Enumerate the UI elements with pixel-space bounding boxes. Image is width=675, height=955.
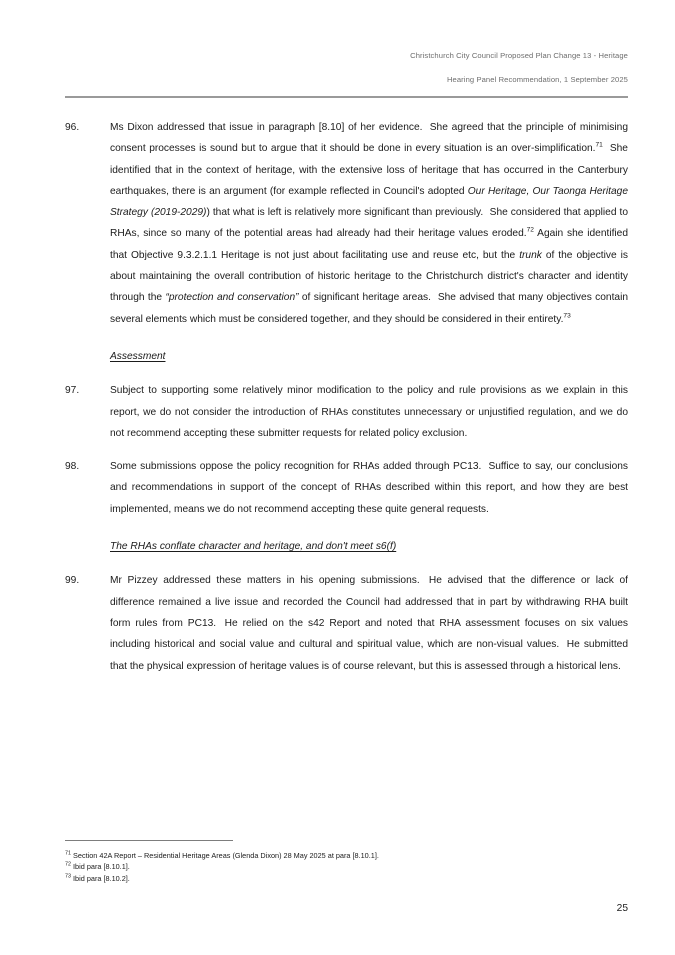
paragraph-98-text bbox=[110, 456, 628, 520]
p96-seg3: She identified that in the context of heritage, with the extensive loss of heritage that has occurred in the Canterbury earthquakes, there is an argument (for example reflected in Council's adopted bbox=[110, 143, 628, 197]
p96-seg1: Ms Dixon addressed that issue in paragraph [8.10] of her evidence. bbox=[110, 122, 423, 133]
paragraph-96 bbox=[65, 117, 628, 330]
p96-seg9: She advised that many objectives contain several elements which must be considered together, and they should be considered in their entirety. bbox=[110, 292, 629, 325]
footnote-ref-73: 73 bbox=[563, 312, 571, 320]
document-body bbox=[65, 117, 628, 689]
p98-seg2: Suffice to say, our conclusions and recommendations in support of the concept of RHAs described within this report, and how they are best implemented, means we do not recommend accepting these quite general requests. bbox=[110, 461, 628, 515]
paragraph-number-96: 96. bbox=[65, 122, 80, 133]
p96-seg5: She considered that applied to RHAs, since so many of the potential areas had already had their heritage values eroded. bbox=[110, 207, 628, 240]
footnote-ref-71: 71 bbox=[595, 141, 603, 149]
p99-seg4: He submitted that the physical expression of heritage values is of course relevant, but this is assessed through a historical lens. bbox=[110, 639, 628, 672]
p98-seg1: Some submissions oppose the policy recognition for RHAs added through PC13. bbox=[110, 461, 482, 473]
footnote-marker-72: 72 bbox=[65, 861, 71, 868]
footnote-text-71: Section 42A Report – Residential Heritage Areas (Glenda Dixon) 28 May 2025 at para [8.10.1]. bbox=[73, 851, 379, 860]
paragraph-number-97: 97. bbox=[65, 385, 80, 397]
p99-seg2: He advised that the difference or lack of difference remained a live issue and recorded the Council had addressed that in part by withdrawing RHA built form rules from PC13. bbox=[110, 575, 628, 629]
p99-seg1: Mr Pizzey addressed these matters in his opening submissions. bbox=[110, 575, 420, 587]
p96-italic-quote: “protection and conservation” bbox=[165, 292, 299, 304]
footnote-ref-72: 72 bbox=[526, 227, 534, 235]
footnote-divider bbox=[65, 840, 233, 841]
footnote-71 bbox=[65, 850, 625, 861]
paragraph-96-text bbox=[110, 117, 628, 330]
p96-italic-strategy-title: Our Heritage, Our Taonga Heritage Strategy (2019-2029) bbox=[110, 185, 628, 219]
footnote-marker-73: 73 bbox=[65, 873, 71, 880]
footnote-text-73: Ibid para [8.10.2]. bbox=[73, 873, 130, 883]
heading-assessment: Assessment bbox=[110, 350, 166, 362]
footnote-72 bbox=[65, 861, 625, 872]
p96-italic-trunk: trunk bbox=[519, 249, 542, 261]
footnote-text-72: Ibid para [8.10.1]. bbox=[73, 862, 130, 872]
p96-seg4: ) that what is left is relatively more significant than previously. bbox=[206, 207, 484, 219]
paragraph-98 bbox=[65, 456, 628, 520]
p96-seg6: Again she identified that Objective 9.3.2.1.1 Heritage is not just about facilitating use and reuse etc, but the bbox=[110, 228, 629, 261]
heading-rhas-conflate: The RHAs conflate character and heritage, and don't meet s6(f) bbox=[110, 541, 397, 553]
paragraph-99-text bbox=[110, 570, 628, 676]
p96-seg7: of the objective is about maintaining the overall contribution of historic heritage to the Christchurch district's character and identity through the bbox=[110, 249, 629, 304]
paragraph-97-text: Subject to supporting some relatively minor modification to the policy and rule provisions as we explain in this report, we do not consider the introduction of RHAs constitutes unnecessary or unjustified regulation, and we do not recommend accepting these submitter requests for related policy exclusion. bbox=[110, 385, 628, 439]
p96-seg2: She agreed that the principle of minimising consent processes is sound but to argue that it should be done in every situation is an over-simplification. bbox=[110, 122, 628, 155]
paragraph-99 bbox=[65, 570, 628, 676]
paragraph-number-99: 99. bbox=[65, 575, 80, 587]
footnote-73 bbox=[65, 873, 625, 884]
p96-seg8: of significant heritage areas. bbox=[298, 292, 431, 304]
paragraph-number-98: 98. bbox=[65, 461, 80, 473]
p99-seg3: He relied on the s42 Report and noted that RHA assessment focuses on six values including historical and social value and cultural and spiritual value, which are non-visual values. bbox=[110, 617, 628, 651]
page-number: 25 bbox=[616, 903, 628, 914]
footnote-section bbox=[65, 840, 625, 884]
document-header bbox=[65, 52, 628, 83]
paragraph-97 bbox=[65, 380, 628, 444]
header-divider bbox=[65, 96, 628, 98]
footnote-marker-71: 71 bbox=[65, 850, 71, 857]
header-subtitle-line: Hearing Panel Recommendation, 1 September 2025 bbox=[446, 74, 628, 84]
header-title-line: Christchurch City Council Proposed Plan Change 13 - Heritage bbox=[410, 51, 628, 60]
